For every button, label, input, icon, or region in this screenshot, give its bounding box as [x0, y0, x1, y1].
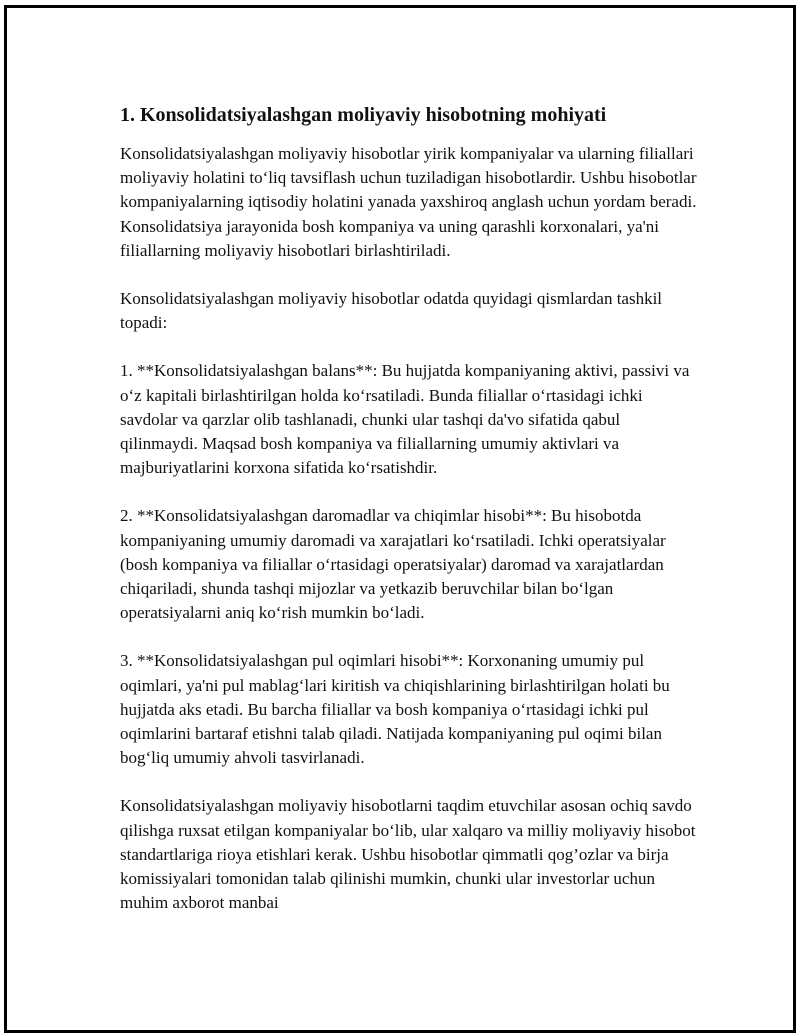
paragraph-item-income: 2. **Konsolidatsiyalashgan daromadlar va chiqimlar hisobi**: Bu hisobotda kompaniyaning umumiy daromadi va xarajatlari ko‘rsatiladi. Ichki operatsiyalar (bosh kompaniya va filiallar o‘rtasidagi operatsiyalar) daromad va xarajatlardan chiqariladi, shunda tashqi mijozlar va yetkazib beruvchilar bilan bo‘lgan operatsiyalarni aniq ko‘rish mumkin bo‘ladi. [120, 506, 666, 623]
document-body [120, 102, 700, 939]
paragraph-intro: Konsolidatsiyalashgan moliyaviy hisobotlar yirik kompaniyalar va ularning filiallari moliyaviy holatini to‘liq tavsiflash uchun tuziladigan hisobotlardir. Ushbu hisobotlar kompaniyalarning iqtisodiy holatini yanada yaxshiroq anglash uchun yordam beradi. Konsolidatsiya jarayonida bosh kompaniya va uning qarashli korxonalari, ya'ni filiallarning moliyaviy hisobotlari birlashtiriladi. [120, 144, 697, 260]
paragraph-item-balance: 1. **Konsolidatsiyalashgan balans**: Bu hujjatda kompaniyaning aktivi, passivi va o‘z kapitali birlashtirilgan holda ko‘rsatiladi. Bunda filiallar o‘rtasidagi ichki savdolar va qarzlar olib tashlanadi, chunki ular tashqi da'vo sifatida qabul qilinmaydi. Maqsad bosh kompaniya va filiallarning umumiy aktivlari va majburiyatlarini korxona sifatida ko‘rsatishdir. [120, 361, 690, 478]
page-frame [4, 5, 796, 1033]
section-heading: 1. Konsolidatsiyalashgan moliyaviy hisobotning mohiyati [120, 104, 607, 126]
paragraph-item-cashflow: 3. **Konsolidatsiyalashgan pul oqimlari hisobi**: Korxonaning umumiy pul oqimlari, ya'ni pul mablag‘lari kiritish va chiqishlarining birlashtirilgan holati bu hujjatda aks etadi. Bu barcha filiallar va bosh kompaniya o‘rtasidagi ichki pul oqimlarini bartaraf etishni talab qiladi. Natijada kompaniyaning pul oqimi bilan bog‘liq umumiy ahvoli tasvirlanadi. [120, 651, 670, 768]
paragraph-parts-lead: Konsolidatsiyalashgan moliyaviy hisobotlar odatda quyidagi qismlardan tashkil topadi: [120, 289, 663, 333]
paragraph-conclusion: Konsolidatsiyalashgan moliyaviy hisobotlarni taqdim etuvchilar asosan ochiq savdo qilishga ruxsat etilgan kompaniyalar bo‘lib, ular xalqaro va milliy moliyaviy hisobot standartlariga rioya etishlari kerak. Ushbu hisobotlar qimmatli qog’ozlar va birja komissiyalari tomonidan talab qilinishi mumkin, chunki ular investorlar uchun muhim axborot manbai [120, 796, 696, 913]
